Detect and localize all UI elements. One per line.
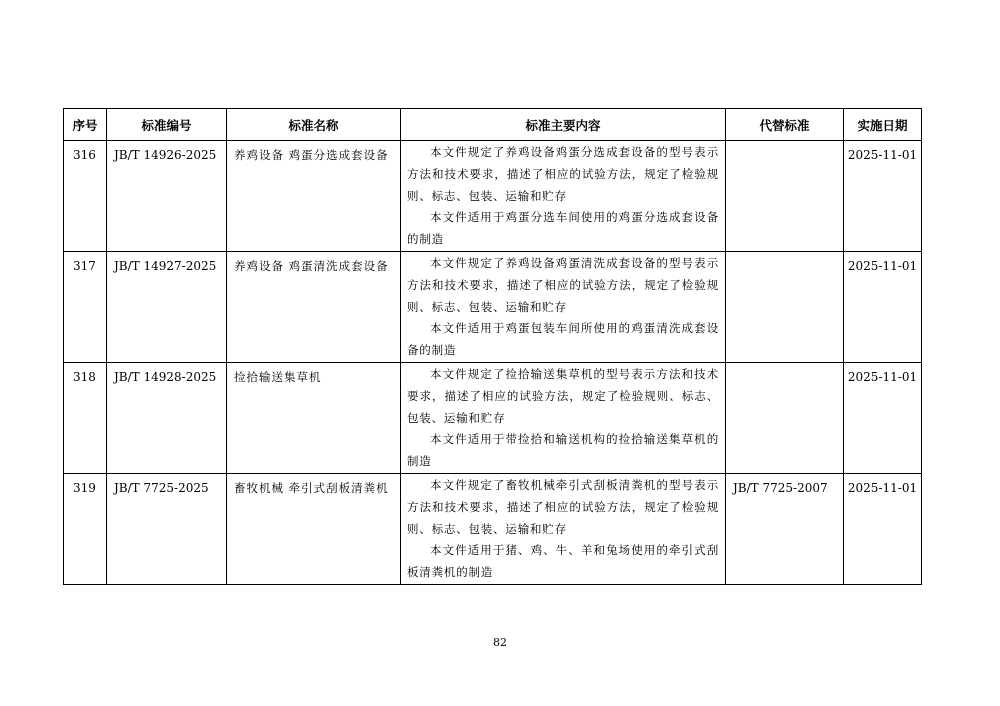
cell-replaces [726, 141, 844, 252]
cell-seq: 319 [64, 473, 107, 584]
cell-date: 2025-11-01 [844, 473, 922, 584]
table-row [64, 362, 922, 473]
header-content: 标准主要内容 [401, 109, 726, 141]
content-paragraph: 本文件适用于带捡拾和输送机构的捡拾输送集草机的制造 [407, 432, 719, 469]
table-row [64, 251, 922, 362]
table-row [64, 141, 922, 252]
cell-seq: 316 [64, 141, 107, 252]
content-paragraph: 本文件规定了养鸡设备鸡蛋分选成套设备的型号表示方法和技术要求，描述了相应的试验方法，规定了检验规则、标志、包装、运输和贮存 [407, 145, 719, 203]
cell-date: 2025-11-01 [844, 362, 922, 473]
header-seq: 序号 [64, 109, 107, 141]
cell-content [401, 473, 726, 584]
table-header-row [64, 109, 922, 141]
header-name: 标准名称 [227, 109, 401, 141]
cell-seq: 318 [64, 362, 107, 473]
cell-code: JB/T 7725-2025 [107, 473, 227, 584]
header-code: 标准编号 [107, 109, 227, 141]
cell-code: JB/T 14926-2025 [107, 141, 227, 252]
content-paragraph: 本文件规定了畜牧机械牵引式刮板清粪机的型号表示方法和技术要求，描述了相应的试验方法，规定了检验规则、标志、包装、运输和贮存 [407, 477, 719, 536]
cell-name: 捡拾输送集草机 [227, 362, 401, 473]
cell-replaces [726, 362, 844, 473]
standards-table [63, 108, 922, 585]
content-paragraph: 本文件适用于猪、鸡、牛、羊和兔场使用的牵引式刮板清粪机的制造 [407, 543, 719, 580]
cell-code: JB/T 14928-2025 [107, 362, 227, 473]
cell-replaces: JB/T 7725-2007 [726, 473, 844, 584]
content-paragraph: 本文件规定了养鸡设备鸡蛋清洗成套设备的型号表示方法和技术要求，描述了相应的试验方法，规定了检验规则、标志、包装、运输和贮存 [407, 255, 719, 314]
cell-date: 2025-11-01 [844, 251, 922, 362]
cell-name: 畜牧机械 牵引式刮板清粪机 [227, 473, 401, 584]
cell-name: 养鸡设备 鸡蛋分选成套设备 [227, 141, 401, 252]
cell-content [401, 141, 726, 252]
page-number: 82 [493, 636, 507, 649]
cell-replaces [726, 251, 844, 362]
content-paragraph: 本文件规定了捡拾输送集草机的型号表示方法和技术要求，描述了相应的试验方法，规定了检验规则、标志、包装、运输和贮存 [407, 366, 719, 425]
content-paragraph: 本文件适用于鸡蛋包装车间所使用的鸡蛋清洗成套设备的制造 [407, 321, 719, 358]
cell-name: 养鸡设备 鸡蛋清洗成套设备 [227, 251, 401, 362]
header-date: 实施日期 [844, 109, 922, 141]
content-paragraph: 本文件适用于鸡蛋分选车间使用的鸡蛋分选成套设备的制造 [407, 210, 719, 247]
cell-date: 2025-11-01 [844, 141, 922, 252]
cell-code: JB/T 14927-2025 [107, 251, 227, 362]
cell-content [401, 251, 726, 362]
table-row [64, 473, 922, 584]
header-replaces: 代替标准 [726, 109, 844, 141]
cell-content [401, 362, 726, 473]
cell-seq: 317 [64, 251, 107, 362]
